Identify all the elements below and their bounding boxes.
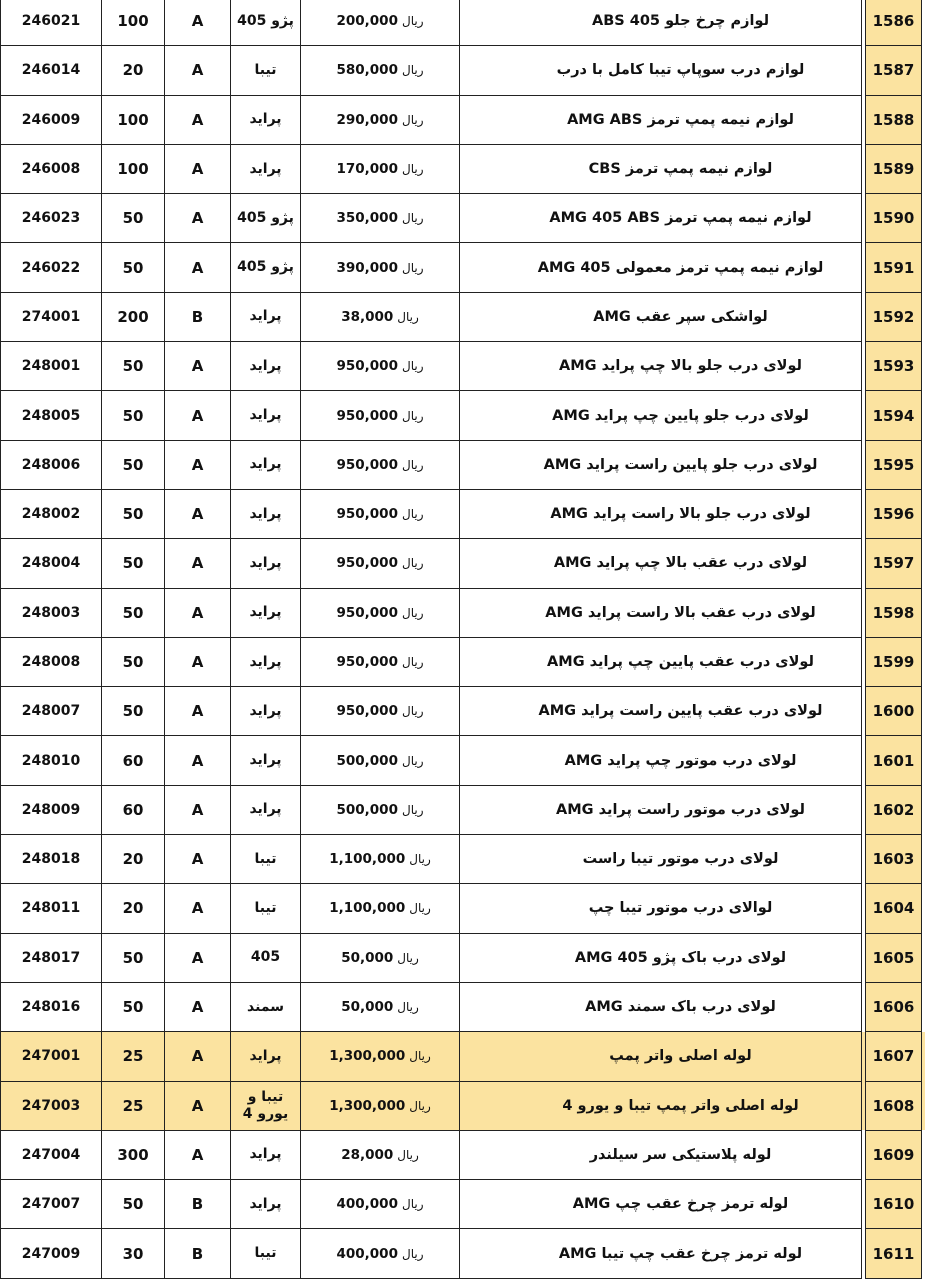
currency-label: ریال [401,260,424,275]
price-value: 50,000 [341,999,394,1016]
price [301,391,460,440]
quantity: 50 [102,194,165,243]
grade: A [165,736,231,785]
table-row [1,0,925,46]
quantity: 200 [102,292,165,341]
table-edge [922,539,925,588]
currency-label: ریال [401,408,424,423]
table-edge [922,1081,925,1130]
grade: A [165,144,231,193]
price [301,440,460,489]
quantity: 50 [102,687,165,736]
table-edge [922,1180,925,1229]
table-row [1,736,925,785]
car-model: پراید [231,440,301,489]
currency-label: ریال [397,309,419,324]
currency-label: ریال [401,162,424,177]
grade: A [165,1130,231,1179]
currency-label: ریال [401,359,424,374]
quantity: 30 [102,1229,165,1278]
table-row [1,982,925,1031]
table-edge [922,95,925,144]
car-model: پژو 405 [231,243,301,292]
grade: A [165,46,231,95]
row-number: 1594 [866,391,922,440]
part-code: 248001 [1,342,102,391]
grade: A [165,243,231,292]
price-value: 500,000 [336,752,398,769]
car-model: تیبا [231,1229,301,1278]
row-number: 1586 [866,0,922,46]
table-edge [922,243,925,292]
table-edge [922,144,925,193]
price-value: 350,000 [336,210,398,227]
table-edge [922,736,925,785]
part-code: 248007 [1,687,102,736]
car-model: پراید [231,539,301,588]
quantity: 20 [102,46,165,95]
quantity: 50 [102,489,165,538]
price-value: 1,300,000 [329,1097,406,1114]
price-value: 28,000 [341,1146,394,1163]
part-description: لوازم درب سوپاپ تیبا کامل با درب [460,46,862,95]
currency-label: ریال [401,1246,424,1261]
price [301,1229,460,1278]
car-model: سمند [231,982,301,1031]
table-row [1,1130,925,1179]
grade: A [165,440,231,489]
price [301,687,460,736]
car-model: پراید [231,95,301,144]
row-number: 1593 [866,342,922,391]
part-code: 246009 [1,95,102,144]
price-value: 1,100,000 [329,900,406,917]
price [301,982,460,1031]
part-code: 246023 [1,194,102,243]
price-value: 1,300,000 [329,1048,406,1065]
price [301,243,460,292]
grade: A [165,637,231,686]
car-model: تیبا [231,46,301,95]
part-code: 248010 [1,736,102,785]
part-description: لولای درب موتور چپ پراید AMG [460,736,862,785]
quantity: 25 [102,1081,165,1130]
row-number: 1596 [866,489,922,538]
row-number: 1604 [866,884,922,933]
quantity: 50 [102,982,165,1031]
currency-label: ریال [409,1098,431,1113]
quantity: 100 [102,95,165,144]
table-row [1,835,925,884]
part-code: 248018 [1,835,102,884]
row-number: 1598 [866,588,922,637]
car-model: پراید [231,637,301,686]
part-code: 248006 [1,440,102,489]
table-edge [922,292,925,341]
car-model: تیبا [231,884,301,933]
table-row [1,194,925,243]
row-number: 1587 [866,46,922,95]
price [301,637,460,686]
currency-label: ریال [401,63,424,78]
grade: A [165,0,231,46]
row-number: 1609 [866,1130,922,1179]
part-code: 246014 [1,46,102,95]
table-edge [922,1130,925,1179]
table-row [1,292,925,341]
table-row [1,342,925,391]
currency-label: ریال [401,704,424,719]
price-value: 950,000 [336,407,398,424]
row-number: 1601 [866,736,922,785]
price-value: 390,000 [336,259,398,276]
table-edge [922,391,925,440]
table-edge [922,982,925,1031]
price [301,835,460,884]
car-model: پراید [231,736,301,785]
table-row [1,391,925,440]
price-value: 1,100,000 [329,851,406,868]
quantity: 100 [102,144,165,193]
currency-label: ریال [401,605,424,620]
part-description: لولای درب موتور تیبا راست [460,835,862,884]
table-edge [922,1229,925,1278]
part-code: 247007 [1,1180,102,1229]
price [301,588,460,637]
part-description: لوله پلاستیکی سر سیلندر [460,1130,862,1179]
table-row [1,785,925,834]
car-model: پراید [231,144,301,193]
car-model: پراید [231,785,301,834]
row-number: 1607 [866,1032,922,1081]
price-value: 580,000 [336,62,398,79]
car-model: پراید [231,588,301,637]
row-number: 1611 [866,1229,922,1278]
price-value: 400,000 [336,1196,398,1213]
currency-label: ریال [401,556,424,571]
grade: A [165,391,231,440]
table-edge [922,342,925,391]
currency-label: ریال [401,753,424,768]
part-code: 248017 [1,933,102,982]
price-value: 950,000 [336,358,398,375]
row-number: 1606 [866,982,922,1031]
row-number: 1595 [866,440,922,489]
currency-label: ریال [401,1197,424,1212]
table-row [1,95,925,144]
table-edge [922,194,925,243]
quantity: 50 [102,342,165,391]
quantity: 25 [102,1032,165,1081]
part-description: لوله ترمز چرخ عقب چپ AMG [460,1180,862,1229]
part-description: لوله ترمز چرخ عقب چپ تیبا AMG [460,1229,862,1278]
car-model: پراید [231,342,301,391]
table-row [1,1229,925,1278]
car-model: پراید [231,1032,301,1081]
part-code: 247001 [1,1032,102,1081]
quantity: 50 [102,243,165,292]
price [301,194,460,243]
row-number: 1588 [866,95,922,144]
currency-label: ریال [401,507,424,522]
price [301,736,460,785]
part-description: لولای درب عقب پایین چپ پراید AMG [460,637,862,686]
currency-label: ریال [401,112,424,127]
price [301,884,460,933]
table-row [1,46,925,95]
price [301,1081,460,1130]
part-code: 274001 [1,292,102,341]
table-edge [922,0,925,46]
currency-label: ریال [401,655,424,669]
price [301,1032,460,1081]
table-edge [922,687,925,736]
price [301,0,460,46]
grade: A [165,342,231,391]
grade: A [165,95,231,144]
table-edge [922,588,925,637]
price-value: 500,000 [336,801,398,818]
table-row [1,1180,925,1229]
part-code: 247004 [1,1130,102,1179]
grade: A [165,687,231,736]
part-code: 247003 [1,1081,102,1130]
part-code: 248008 [1,637,102,686]
car-model: پراید [231,292,301,341]
part-description: لولای درب جلو بالا چپ پراید AMG [460,342,862,391]
car-model: پراید [231,687,301,736]
car-model: 405 [231,933,301,982]
row-number: 1600 [866,687,922,736]
car-model: تیبا [231,835,301,884]
table-edge [922,637,925,686]
part-description: لوازم نیمه پمپ ترمز AMG 405 ABS [460,194,862,243]
part-description: لولای درب جلو پایین راست پراید AMG [460,440,862,489]
row-number: 1603 [866,835,922,884]
part-description: لولای درب موتور راست پراید AMG [460,785,862,834]
grade: B [165,292,231,341]
table-edge [922,884,925,933]
currency-label: ریال [397,1147,419,1162]
price-value: 170,000 [336,161,398,178]
currency-label: ریال [409,901,431,916]
part-description: لوازم نیمه پمپ ترمز معمولی AMG 405 [460,243,862,292]
car-model: پراید [231,489,301,538]
table-row [1,884,925,933]
quantity: 100 [102,0,165,46]
table-body [1,0,925,1278]
table-edge [922,933,925,982]
quantity: 50 [102,588,165,637]
price-value: 38,000 [341,308,394,325]
table-edge [922,489,925,538]
currency-label: ریال [401,457,424,472]
currency-label: ریال [397,1000,419,1015]
price [301,1180,460,1229]
quantity: 50 [102,391,165,440]
table-edge [922,46,925,95]
table-row [1,687,925,736]
price [301,144,460,193]
price [301,933,460,982]
table-edge [922,785,925,834]
part-code: 248004 [1,539,102,588]
grade: B [165,1229,231,1278]
price [301,489,460,538]
table-row [1,539,925,588]
row-number: 1591 [866,243,922,292]
part-description: لولای درب عقب بالا راست پراید AMG [460,588,862,637]
currency-label: ریال [401,802,424,817]
part-description: لواشکی سپر عقب AMG [460,292,862,341]
price [301,785,460,834]
table-row [1,1032,925,1081]
grade: A [165,1081,231,1130]
grade: A [165,785,231,834]
part-description: لولای درب جلو بالا راست پراید AMG [460,489,862,538]
table-edge [922,440,925,489]
price [301,292,460,341]
row-number: 1608 [866,1081,922,1130]
car-model: پراید [231,1130,301,1179]
grade: A [165,1032,231,1081]
quantity: 50 [102,933,165,982]
quantity: 50 [102,1180,165,1229]
table-row [1,588,925,637]
part-code: 246021 [1,0,102,46]
table-row [1,243,925,292]
car-model: پراید [231,1180,301,1229]
part-code: 248016 [1,982,102,1031]
price-value: 200,000 [336,13,398,30]
price-value: 950,000 [336,555,398,572]
grade: A [165,194,231,243]
part-description: لولای درب باک پژو AMG 405 [460,933,862,982]
table-row [1,933,925,982]
car-model: پراید [231,391,301,440]
price-value: 50,000 [341,949,394,966]
price [301,1130,460,1179]
part-description: لولای درب عقب بالا چپ پراید AMG [460,539,862,588]
row-number: 1605 [866,933,922,982]
price [301,539,460,588]
currency-label: ریال [401,211,424,226]
price-value: 950,000 [336,703,398,720]
table-row [1,144,925,193]
part-description: لوله اصلی واتر پمپ تیبا و یورو 4 [460,1081,862,1130]
row-number: 1592 [866,292,922,341]
grade: A [165,539,231,588]
part-description: لولای درب عقب پایین راست پراید AMG [460,687,862,736]
price-value: 950,000 [336,456,398,473]
grade: A [165,884,231,933]
table-edge [922,1032,925,1081]
car-model: پژو 405 [231,194,301,243]
part-description: لولای درب جلو پایین چپ پراید AMG [460,391,862,440]
row-number: 1589 [866,144,922,193]
part-code: 247009 [1,1229,102,1278]
part-code: 248005 [1,391,102,440]
grade: A [165,489,231,538]
part-code: 246022 [1,243,102,292]
currency-label: ریال [409,1049,431,1064]
table-row [1,440,925,489]
currency-label: ریال [397,950,419,965]
grade: A [165,588,231,637]
row-number: 1590 [866,194,922,243]
quantity: 60 [102,736,165,785]
part-description: لولای درب باک سمند AMG [460,982,862,1031]
grade: A [165,982,231,1031]
part-code: 248003 [1,588,102,637]
row-number: 1599 [866,637,922,686]
price [301,95,460,144]
row-number: 1597 [866,539,922,588]
quantity: 20 [102,835,165,884]
price-value: 950,000 [336,654,398,670]
car-model: پژو 405 [231,0,301,46]
grade: A [165,835,231,884]
car-model: تیبا و یورو 4 [231,1081,301,1130]
quantity: 60 [102,785,165,834]
part-description: لوازم نیمه پمپ ترمز CBS [460,144,862,193]
part-code: 248009 [1,785,102,834]
table-row [1,489,925,538]
grade: A [165,933,231,982]
part-description: لوازم چرخ جلو ABS 405 [460,0,862,46]
row-number: 1610 [866,1180,922,1229]
row-number: 1602 [866,785,922,834]
price-value: 400,000 [336,1245,398,1262]
price-value: 290,000 [336,111,398,128]
table-row [1,637,925,686]
price [301,342,460,391]
quantity: 50 [102,637,165,686]
table-edge [922,835,925,884]
table-row [1,1081,925,1130]
part-description: لوالای درب موتور تیبا چپ [460,884,862,933]
quantity: 20 [102,884,165,933]
price-value: 950,000 [336,506,398,523]
quantity: 300 [102,1130,165,1179]
quantity: 50 [102,440,165,489]
price [301,46,460,95]
price-value: 950,000 [336,604,398,621]
part-code: 246008 [1,144,102,193]
currency-label: ریال [401,14,424,29]
quantity: 50 [102,539,165,588]
part-code: 248011 [1,884,102,933]
currency-label: ریال [409,852,431,867]
grade: B [165,1180,231,1229]
part-description: لوازم نیمه پمپ ترمز AMG ABS [460,95,862,144]
part-code: 248002 [1,489,102,538]
part-description: لوله اصلی واتر پمپ [460,1032,862,1081]
